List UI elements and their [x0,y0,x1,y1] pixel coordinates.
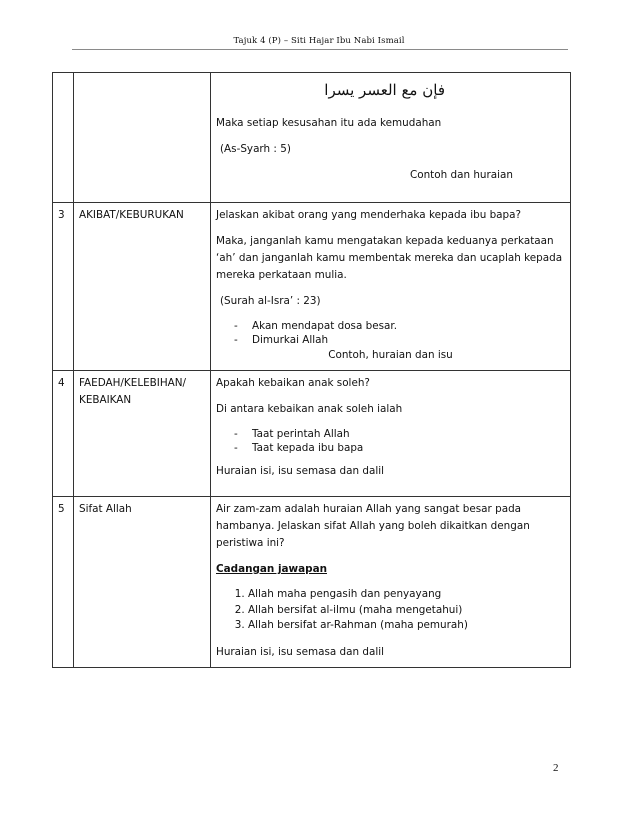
page-number: 2 [553,762,559,774]
list-item: - Taat perintah Allah [234,428,350,440]
row-content [211,73,571,203]
table-row [53,371,571,497]
answer-heading: Cadangan jawapan [216,563,327,575]
row-topic [74,73,211,203]
row-content [211,203,571,371]
list-item: - Akan mendapat dosa besar. [234,320,398,332]
verse-translation: Maka, janganlah kamu mengatakan kepada keduanya perkataan ‘ah’ dan janganlah kamu membentak mereka dan ucaplah kepada mereka perkataan mulia. [216,235,563,281]
arabic-verse: فإن مع العسر يسرا [324,81,445,99]
answer-list [216,587,565,634]
list-item: 1. Allah maha pengasih dan penyayang [248,587,565,603]
verse-translation: Maka setiap kesusahan itu ada kemudahan [216,117,442,129]
list-item: 2. Allah bersifat al-ilmu (maha mengetahui) [248,603,565,619]
table-row [53,73,571,203]
row-topic: FAEDAH/KELEBIHAN/ KEBAIKAN [74,371,211,497]
row-question: Apakah kebaikan anak soleh? [216,377,370,389]
row-number: 5 [53,497,74,668]
row-number: 4 [53,371,74,497]
table-row [53,203,571,371]
verse-reference: (Surah al-Isra’ : 23) [220,295,321,307]
row-topic: Sifat Allah [74,497,211,668]
point-list [216,319,565,347]
row-note: Huraian isi, isu semasa dan dalil [216,645,385,658]
verse-reference: (As-Syarh : 5) [220,143,291,155]
table-row [53,497,571,668]
row-note: Contoh, huraian dan isu [328,349,453,361]
list-item: 3. Allah bersifat ar-Rahman (maha pemurah) [248,618,565,634]
row-topic: AKIBAT/KEBURUKAN [74,203,211,371]
header-rule [72,49,568,51]
page-header: Tajuk 4 (P) – Siti Hajar Ibu Nabi Ismail [233,36,405,46]
row-note: Huraian isi, isu semasa dan dalil [216,465,385,477]
row-content [211,371,571,497]
list-item: - Dimurkai Allah [234,334,329,346]
row-question: Jelaskan akibat orang yang menderhaka kepada ibu bapa? [216,209,522,221]
row-intro: Di antara kebaikan anak soleh ialah [216,403,403,415]
row-note: Contoh dan huraian [409,169,513,181]
row-number [53,73,74,203]
list-item: - Taat kepada ibu bapa [234,442,364,454]
content-table [52,72,571,668]
row-question: Air zam-zam adalah huraian Allah yang sangat besar pada hambanya. Jelaskan sifat Allah yang boleh dikaitkan dengan peristiwa ini? [216,503,530,549]
row-content [211,497,571,668]
row-number: 3 [53,203,74,371]
point-list [216,427,565,455]
